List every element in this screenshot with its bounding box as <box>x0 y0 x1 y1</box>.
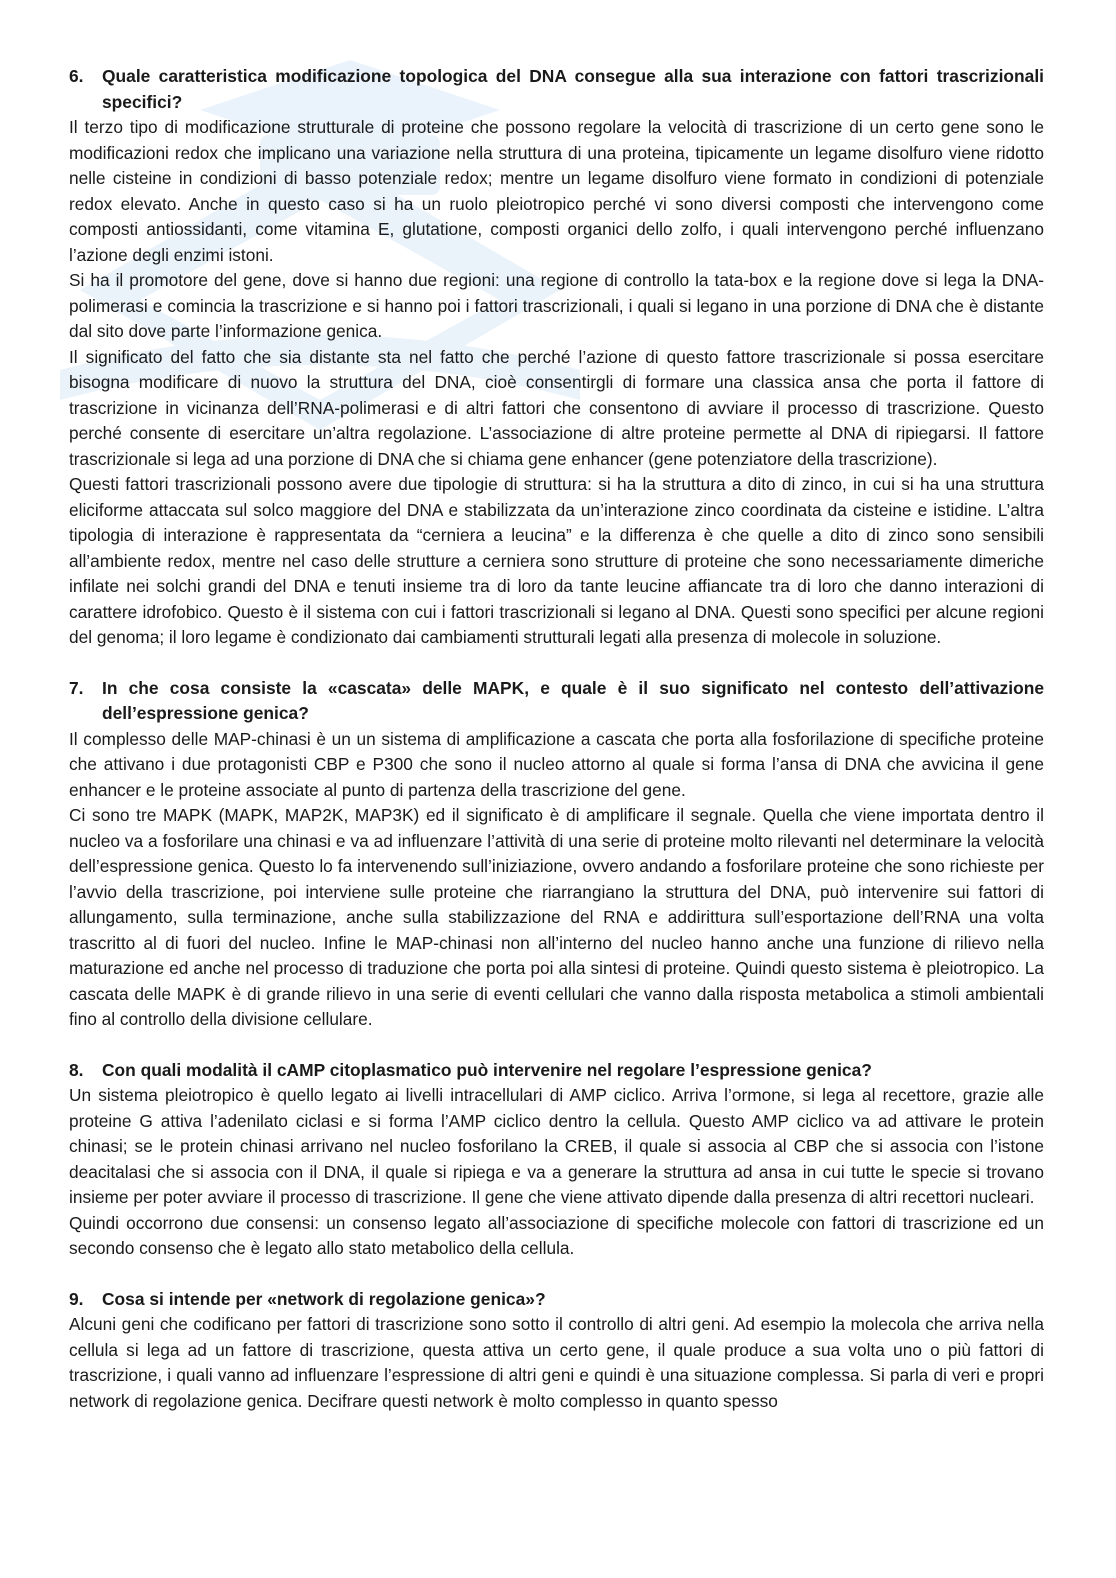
question-7-title: In che cosa consiste la «cascata» delle MAPK, e quale è il suo significato nel contesto dell’attivazione dell’espressione genica? <box>102 677 1044 723</box>
question-7-paragraph-2: Ci sono tre MAPK (MAPK, MAP2K, MAP3K) ed il significato è di amplificare il segnale. Quella che viene importata dentro il nucleo va a fosforilare una chinasi e va ad influenzare l’attività di una serie di proteine molto rilevanti nel determinare la velocità dell’espressione genica. Questo lo fa intervenendo sull’iniziazione, ovvero andando a fosforilare proteine che sono richieste per l’avvio della trascrizione, poi interviene sulle proteine che riarrangiano la struttura del DNA, può intervenire sui fattori di allungamento, sulla terminazione, anche sulla stabilizzazione del RNA e addirittura sull’esportazione dell’RNA una volta trascritto al di fuori del nucleo. Infine le MAP-chinasi non all’interno del nucleo hanno anche una funzione di rilievo nella maturazione ed anche nel processo di traduzione che porta poi alla sintesi di proteine. Quindi questo sistema è pleiotropico. La cascata delle MAPK è di grande rilievo in una serie di eventi cellulari che vanno dalla risposta metabolica a stimoli ambientali fino al controllo della divisione cellulare. <box>69 805 1044 1029</box>
question-6-paragraph-3: Il significato del fatto che sia distante sta nel fatto che perché l’azione di questo fattore trascrizionale si possa esercitare bisogna modificare di nuovo la struttura del DNA, cioè consentirgli di formare una classica ansa che porta il fattore di trascrizione in vicinanza dell’RNA-polimerasi e di altri fattori che consentono di avviare il processo di trascrizione. Questo perché consente di esercitare un’altra regolazione. L’associazione di altre proteine permette al DNA di ripiegarsi. Il fattore trascrizionale si lega ad una porzione di DNA che si chiama gene enhancer (gene potenziatore della trascrizione). <box>69 346 1044 469</box>
question-9 <box>69 1287 1044 1415</box>
question-9-heading <box>69 1287 1044 1313</box>
question-6-paragraph-4: Questi fattori trascrizionali possono avere due tipologie di struttura: si ha la struttura a dito di zinco, in cui si ha una struttura eliciforme attaccata sul solco maggiore del DNA e stabilizzata da un’interazione zinco coordinata da cisteine e istidine. L’altra tipologia di interazione è rappresentata da “cerniera a leucina” e la differenza è che quelle a dito di zinco sono sensibili all’ambiente redox, mentre nel caso delle strutture a cerniera sono strutture di proteine che sono necessariamente dimeriche infilate nei solchi grandi del DNA e tenuti insieme tra di loro da tante leucine affiancate tra di loro che danno interazioni di carattere idrofobico. Questo è il sistema con cui i fattori trascrizionali si legano al DNA. Questi sono specifici per alcune regioni del genoma; il loro legame è condizionato dai cambiamenti strutturali legati alla presenza di molecole in soluzione. <box>69 474 1044 647</box>
question-9-number: 9. <box>69 1288 84 1309</box>
question-8-heading <box>69 1058 1044 1084</box>
question-7 <box>69 676 1044 1033</box>
question-6-paragraph-2: Si ha il promotore del gene, dove si hanno due regioni: una regione di controllo la tata-box e la regione dove si lega la DNA-polimerasi e comincia la trascrizione e si hanno poi i fattori trascrizionali, i quali si legano in una porzione di DNA che è distante dal sito dove parte l’informazione genica. <box>69 270 1044 341</box>
question-6 <box>69 64 1044 651</box>
question-8-paragraph-1: Un sistema pleiotropico è quello legato ai livelli intracellulari di AMP ciclico. Arriva l’ormone, si lega al recettore, grazie alle proteine G attiva l’adenilato ciclasi e si forma l’AMP ciclico dentro la cellula. Questo AMP ciclico va ad attivare le protein chinasi; se le protein chinasi arrivano nel nucleo fosforilano la CREB, il quale si associa al CBP che si associa con l’istone deacitalasi che si associa con il DNA, il quale si ripiega e va a generare la struttura ad ansa in cui tutte le specie si trovano insieme per poter avviare il processo di trascrizione. Il gene che viene attivato dipende dalla presenza di altri recettori nucleari. <box>69 1085 1044 1207</box>
question-9-paragraph-1: Alcuni geni che codificano per fattori di trascrizione sono sotto il controllo di altri geni. Ad esempio la molecola che arriva nella cellula si lega ad un fattore di trascrizione, questa attiva un certo gene, il quale produce a sua volta uno o più fattori di trascrizione, i quali vanno ad influenzare l’espressione di altri geni e quindi è una situazione complessa. Si parla di veri e propri network di regolazione genica. Decifrare questi network è molto complesso in quanto spesso <box>69 1314 1044 1411</box>
question-8-title: Con quali modalità il cAMP citoplasmatico può intervenire nel regolare l’espressione genica? <box>102 1059 872 1080</box>
question-7-heading <box>69 676 1044 727</box>
question-8-number: 8. <box>69 1059 84 1080</box>
document-page <box>69 64 1044 1414</box>
question-7-paragraph-1: Il complesso delle MAP-chinasi è un un sistema di amplificazione a cascata che porta alla fosforilazione di specifiche proteine che attivano i due protagonisti CBP e P300 che sono il nucleo attorno al quale si forma l’ansa di DNA che avvicina il gene enhancer e le proteine associate al punto di partenza della trascrizione del gene. <box>69 728 1044 800</box>
question-8-paragraph-2: Quindi occorrono due consensi: un consenso legato all’associazione di specifiche molecole con fattori di trascrizione ed un secondo consenso che è legato allo stato metabolico della cellula. <box>69 1212 1044 1258</box>
question-8 <box>69 1058 1044 1262</box>
question-6-paragraph-1: Il terzo tipo di modificazione strutturale di proteine che possono regolare la velocità di trascrizione di un certo gene sono le modificazioni redox che implicano una variazione nella struttura di una proteina, tipicamente un legame disolfuro viene ridotto nelle cisteine in condizioni di basso potenziale redox; mentre un legame disolfuro viene formato in condizioni di potenziale redox elevato. Anche in questo caso si ha un ruolo pleiotropico perché vi sono diversi composti che intervengono come composti antiossidanti, come vitamina E, glutatione, composti organici dello zolfo, i quali intervengono perché influenzano l’azione degli enzimi istoni. <box>69 117 1044 265</box>
question-6-number: 6. <box>69 66 84 86</box>
question-7-number: 7. <box>69 677 84 698</box>
question-9-title: Cosa si intende per «network di regolazione genica»? <box>102 1288 546 1309</box>
question-6-heading <box>69 64 1044 115</box>
question-6-title: Quale caratteristica modificazione topologica del DNA consegue alla sua interazione con fattori trascrizionali specifici? <box>102 66 1044 112</box>
